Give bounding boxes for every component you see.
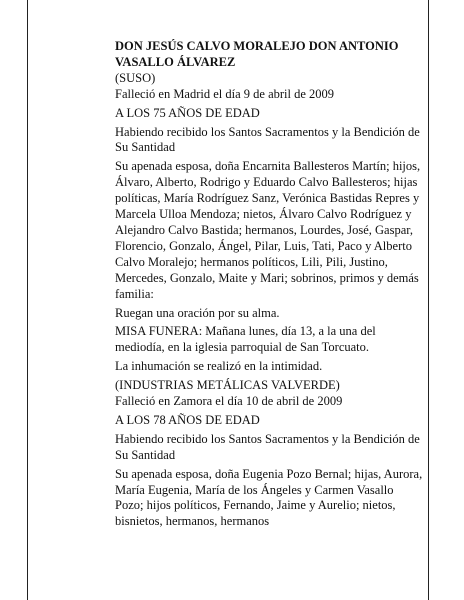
prayer-line: Ruegan una oración por su alma. <box>115 305 280 320</box>
death-notice-2: Falleció en Zamora el día 10 de abril de 2009 <box>115 394 343 409</box>
burial-line: La inhumación se realizó en la intimidad. <box>115 359 323 374</box>
obituary-title: DON JESÚS CALVO MORALEJO DON ANTONIO VASALLO ÁLVAREZ <box>115 39 399 69</box>
company-line: (INDUSTRIAS METÁLICAS VALVERDE) <box>115 378 340 393</box>
obituary-column <box>115 39 423 533</box>
funeral-line: MISA FUNERA: Mañana lunes, día 13, a la una del mediodía, en la iglesia parroquial de San Torcuato. <box>115 324 376 355</box>
obituary-nickname: (SUSO) <box>115 70 156 85</box>
family-paragraph: Su apenada esposa, doña Encarnita Ballesteros Martín; hijos, Álvaro, Alberto, Rodrigo y Eduardo Calvo Ballesteros; hijas políticas, María Rodríguez Sanz, Verónica Bastidas Repres y Marcela Ulloa Mendoza; nietos, Álvaro Calvo Rodríguez y Alejandro Calvo Bastida; hermanos, Lourdes, José, Gaspar, Florencio, Gonzalo, Ángel, Pilar, Luis, Tati, Paco y Alberto Calvo Moralejo; hermanos políticos, Lili, Pili, Justino, Mercedes, Gonzalo, Maite y Mari; sobrinos, primos y demás familia: <box>115 159 421 301</box>
sacraments-line-2: Habiendo recibido los Santos Sacramentos y la Bendición de Su Santidad <box>115 431 420 462</box>
sacraments-line: Habiendo recibido los Santos Sacramentos y la Bendición de Su Santidad <box>115 124 420 155</box>
page-border-right <box>428 0 429 600</box>
age-line: A LOS 75 AÑOS DE EDAD <box>115 105 260 120</box>
family-paragraph-2: Su apenada esposa, doña Eugenia Pozo Bernal; hijas, Aurora, María Eugenia, María de los Ángeles y Carmen Vasallo Pozo; hijos políticos, Fernando, Jaime y Aurelio; nietos, bisnietos, hermanos, hermanos <box>115 466 423 529</box>
page-border-left <box>27 0 28 600</box>
death-notice: Falleció en Madrid el día 9 de abril de 2009 <box>115 86 335 101</box>
age-line-2: A LOS 78 AÑOS DE EDAD <box>115 412 260 427</box>
